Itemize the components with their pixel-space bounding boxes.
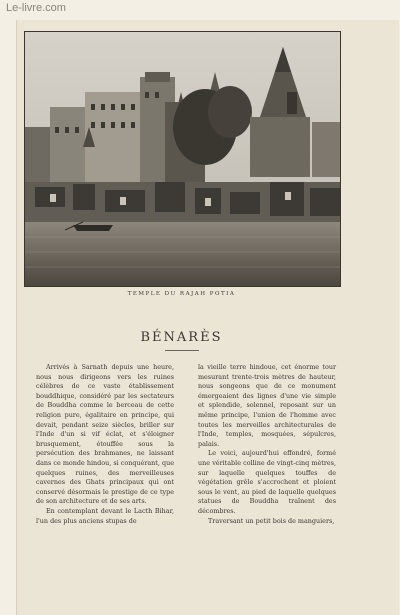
paragraph: En contemplant devant le Lacth Bihar, l'un des plus anciens stupas de [36,506,174,525]
photo-caption: TEMPLE DU RAJAH POTIA [127,291,236,297]
text-column-left [36,363,174,526]
paragraph: Le voici, aujourd'hui effondré, formé une véritable colline de vingt-cinq mètres, sur laquelle quelques touffes de végétation grêle s'accrochent et ploient sous le vent, au pied de laquelle quelques statues de Bouddha traînent des décombres. [198,449,336,515]
photo-illustration [25,32,340,286]
paragraph: la vieille terre hindoue, cet énorme tour mesurant trente-trois mètres de hauteur, nous songeons que de ce monument émergeaient des lignes d'une vie simple et splendide, solennel, reposant sur un même principe, l'union de l'homme avec toutes les merveilles architecturales de l'Inde, temples, mosquées, sépulcres, palais. [198,363,336,448]
paragraph: Traversant un petit bois de manguiers, [208,516,335,525]
chapter-title: BÉNARÈS [140,330,223,345]
text-column-right [198,363,336,526]
paragraph: Arrivés à Sarnath depuis une heure, nous nous dirigeons vers les ruines célèbres de ce vaste établissement bouddhique, considéré par les sectateurs de Bouddha comme le berceau de cette religion pure, égalitaire en principe, qui devait, pendant seize siècles, briller sur l'Inde d'un si vif éclat, et s'éloigner brusquement, étouffée sous la persécution des brahmanes, ne laissant dans ce monde hindou, si conquérant, que quelques ruines, des merveilleuses cavernes des Ghats principaux qui ont conservé désormais le prestige de ce type de son architecture et de ses arts. [36,363,174,506]
watermark: Le-livre.com [6,2,66,14]
photograph-benares-ghats [24,31,341,287]
title-divider [165,350,199,351]
